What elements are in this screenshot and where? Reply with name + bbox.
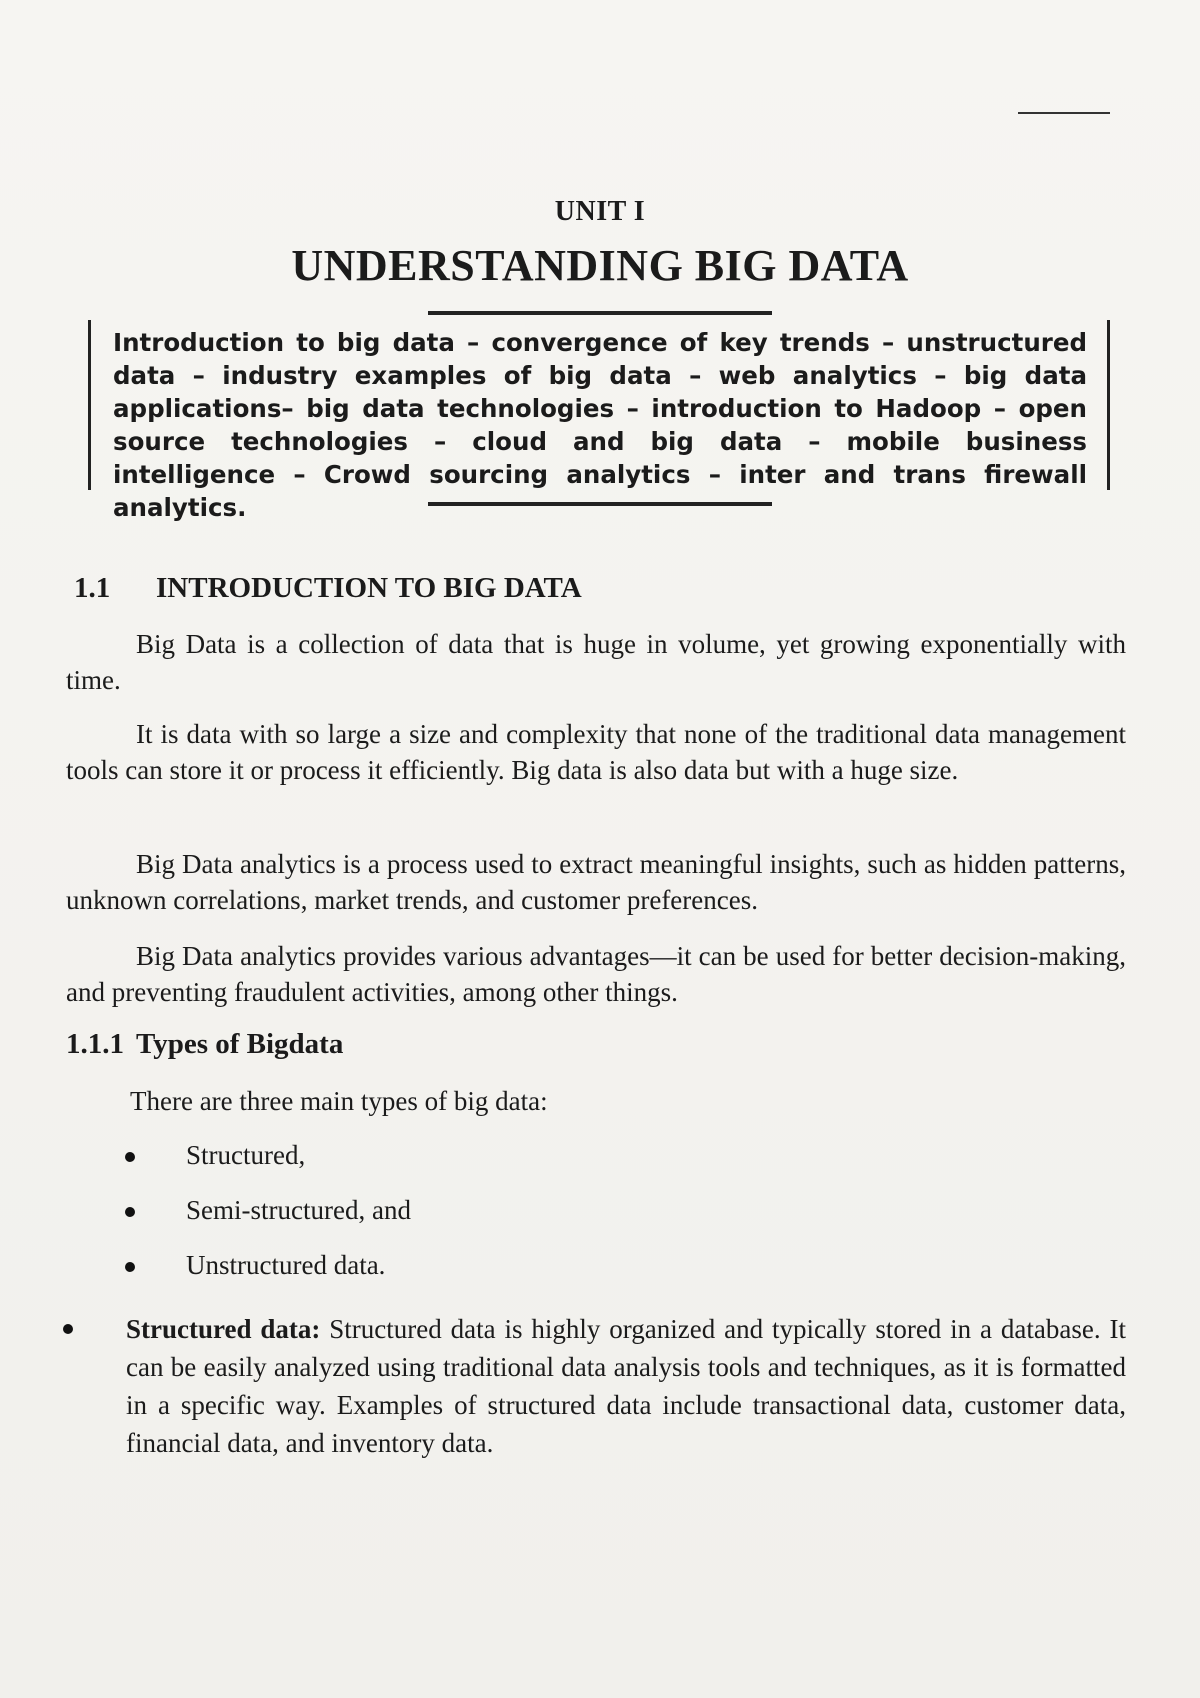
section-title: INTRODUCTION TO BIG DATA: [156, 572, 582, 604]
list-item: [122, 1138, 411, 1193]
subsection-title: Types of Bigdata: [136, 1028, 344, 1060]
list-item: [122, 1248, 411, 1303]
list-item-label: Unstructured data.: [186, 1250, 386, 1280]
types-list: [122, 1138, 411, 1303]
unit-title: UNDERSTANDING BIG DATA: [291, 241, 909, 290]
list-item-label: Structured,: [186, 1140, 306, 1170]
syllabus-text: Introduction to big data – convergence of key trends – unstructured data – industry examples of big data – web analytics – big data applications– big data technologies – introduction to Hadoop – open source technologies – cloud and big data – mobile business intelligence – Crowd sourcing analytics – inter and trans firewall analytics.: [113, 328, 1087, 522]
bullet-icon: [125, 1152, 135, 1162]
subsection-number: 1.1.1: [66, 1028, 124, 1060]
bullet-icon: [125, 1262, 135, 1272]
section-number: 1.1: [74, 572, 111, 604]
syllabus-box: [88, 320, 1110, 522]
unit-label: UNIT I: [554, 196, 646, 227]
section-heading: [74, 572, 582, 605]
definition-body: Structured data is highly organized and typically stored in a database. It can be easily analyzed using traditional data analysis tools and techniques, as it is formatted in a specific way. Examples of structured data include transactional data, customer data, financial data, and inventory data.: [126, 1314, 1126, 1458]
header-rule: [1018, 112, 1110, 114]
paragraph-2: It is data with so large a size and complexity that none of the traditional data management tools can store it or process it efficiently. Big data is also data but with a huge size.: [66, 719, 1126, 785]
subsection-heading: [66, 1028, 343, 1061]
structured-data-definition: [60, 1310, 1126, 1462]
definition-text: [126, 1310, 1126, 1462]
paragraph-1: Big Data is a collection of data that is huge in volume, yet growing exponentially with time.: [66, 629, 1126, 695]
list-item: [122, 1193, 411, 1248]
paragraph-4: Big Data analytics provides various advantages—it can be used for better decision-making, and preventing fraudulent activities, among other things.: [66, 941, 1126, 1007]
types-intro: There are three main types of big data:: [130, 1086, 548, 1116]
title-rule-top: [428, 311, 772, 315]
list-item-label: Semi-structured, and: [186, 1195, 411, 1225]
paragraph-3: Big Data analytics is a process used to extract meaningful insights, such as hidden patterns, unknown correlations, market trends, and customer preferences.: [66, 849, 1126, 915]
bullet-icon: [63, 1324, 73, 1334]
bullet-icon: [125, 1207, 135, 1217]
definition-term: Structured data:: [126, 1314, 321, 1344]
title-rule-bottom: [428, 502, 772, 506]
